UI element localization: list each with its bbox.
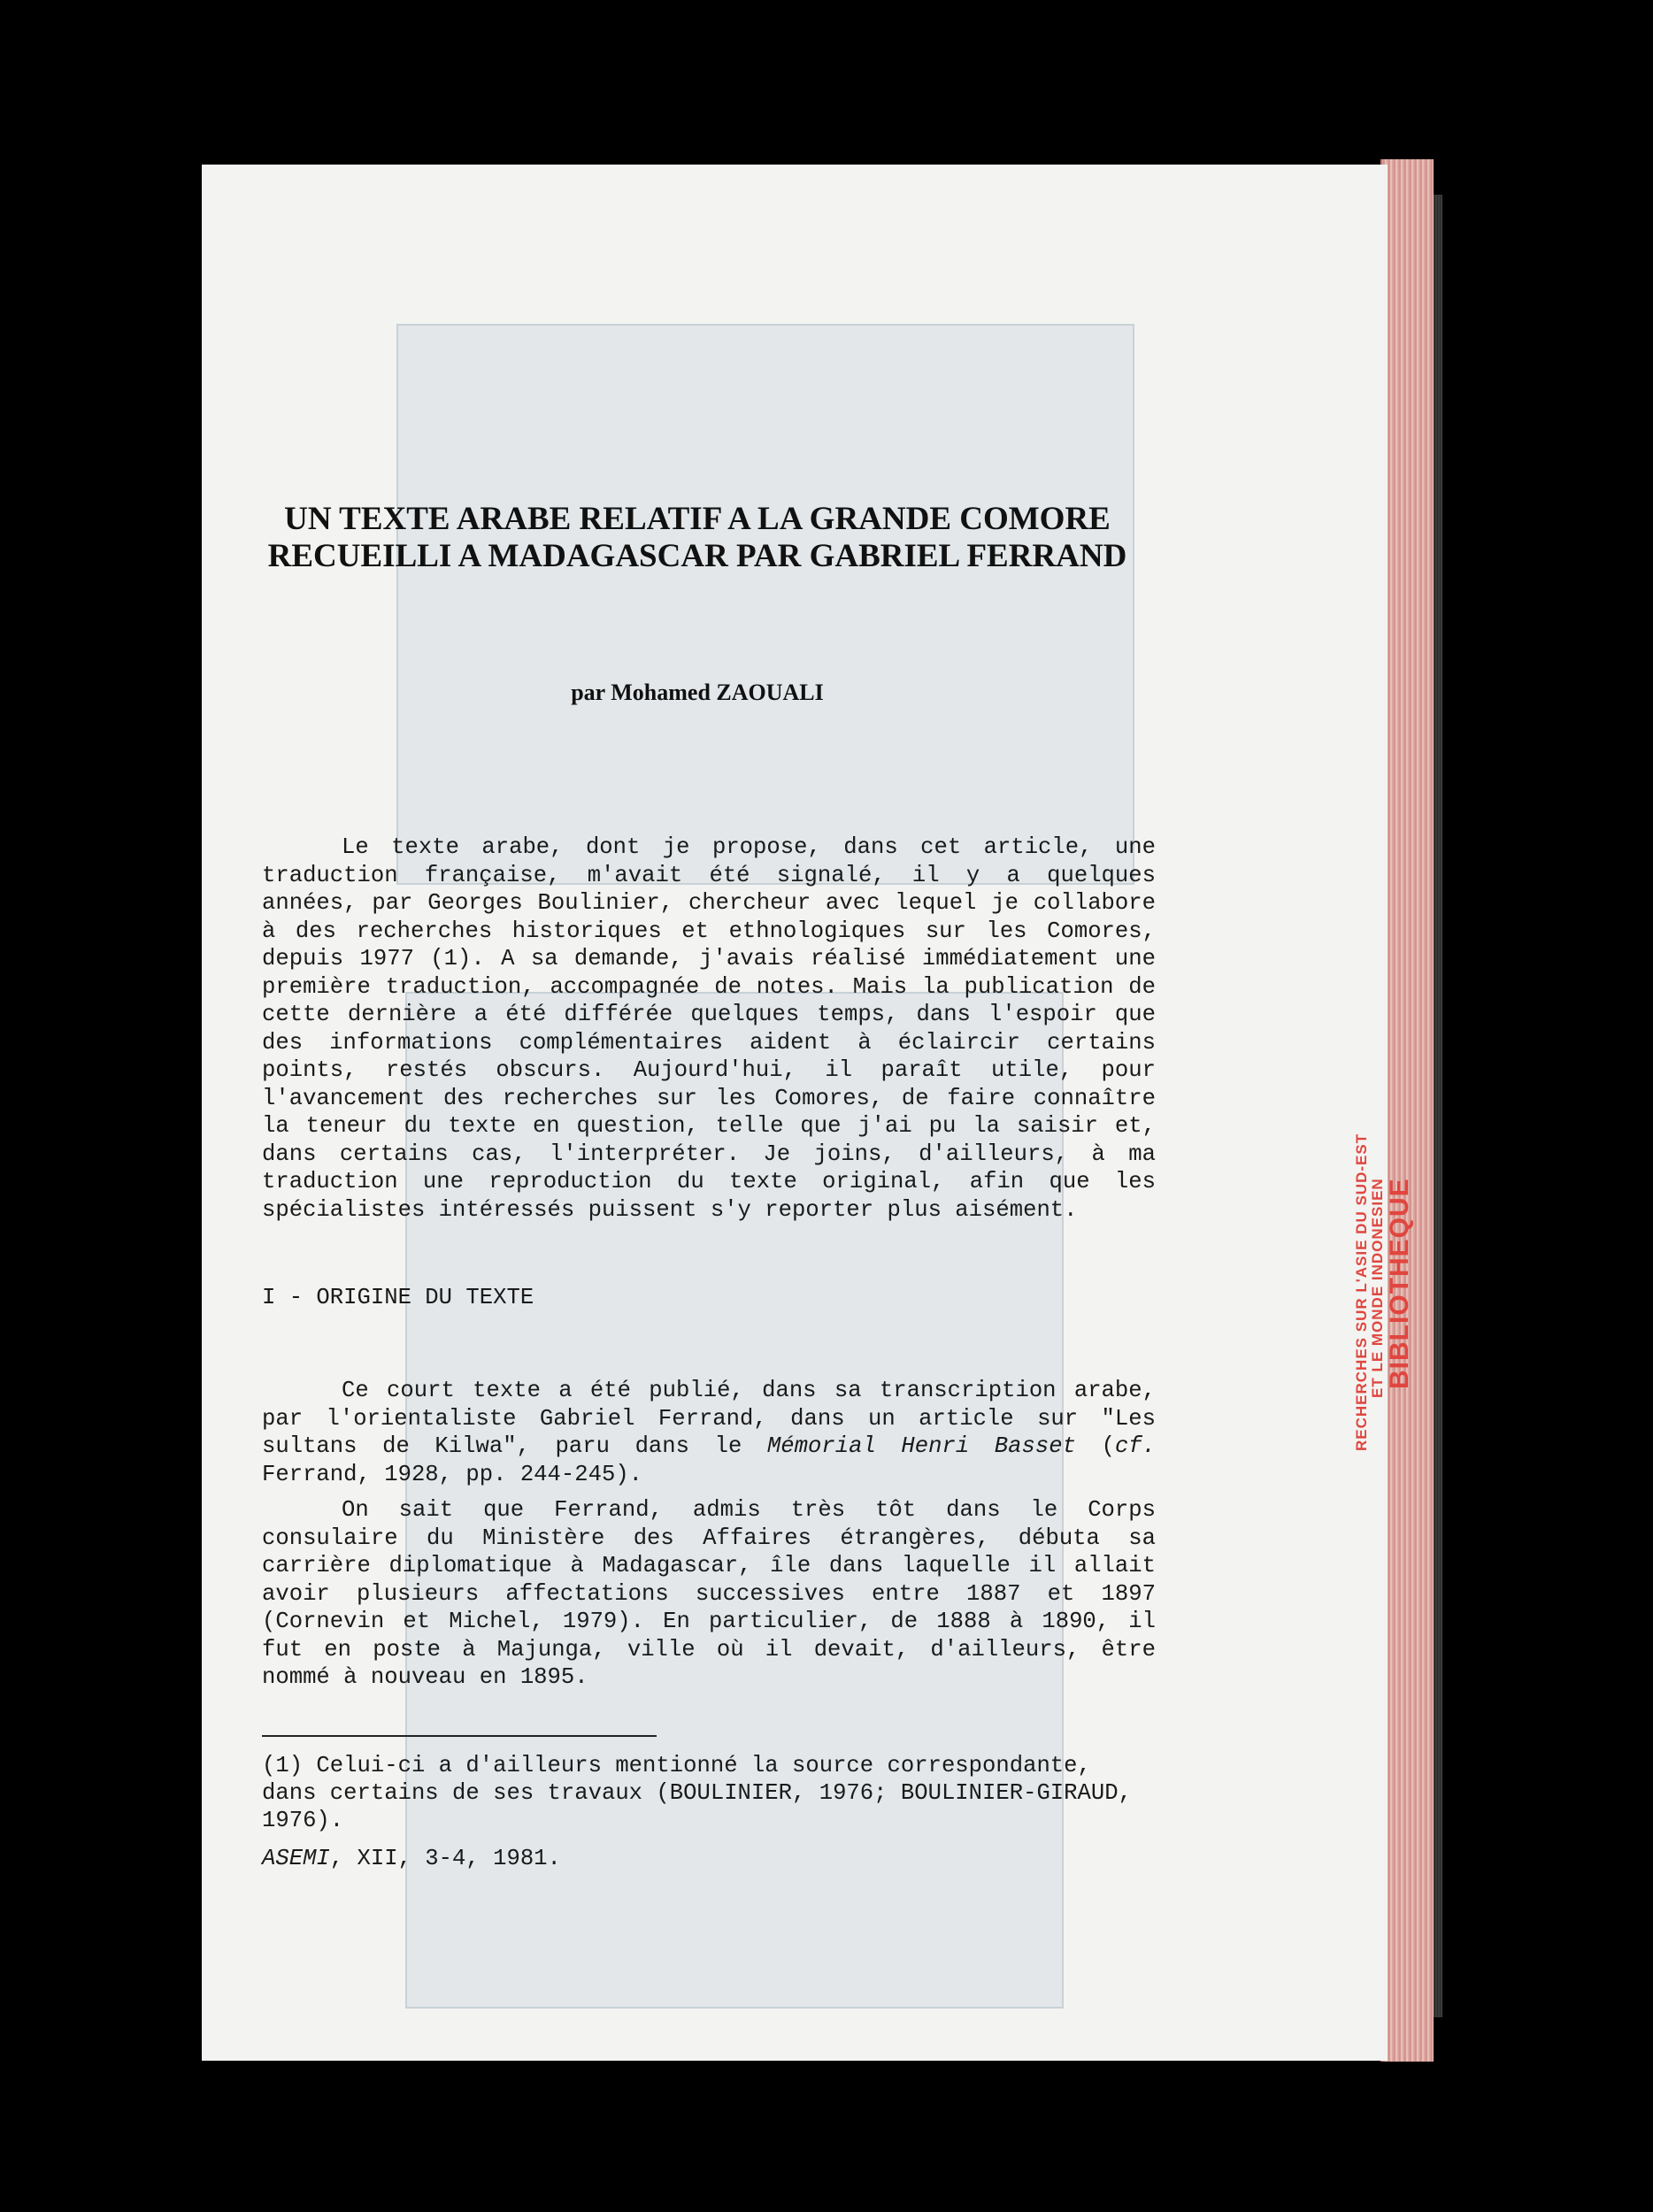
title-line-1: UN TEXTE ARABE RELATIF A LA GRANDE COMORE [284,501,1111,537]
origin-paragraph-1-start: Ce court texte a été publié, dans sa transcription arabe, par l'orientaliste Gabriel Ferrand, dans un article sur "Les sultans de Kilwa", paru dans le [262,1378,1156,1459]
stamp-line-2: ET LE MONDE INDONESIEN [1368,1178,1386,1398]
cf-abbrev: cf. [1114,1433,1157,1459]
origin-paragraph-2-text: On sait que Ferrand, admis très tôt dans le Corps consulaire du Ministère des Affaires étrangères, débuta sa carrière diplomatique à Madagascar, île dans laquelle il allait avoir plusieurs affectations successives entre 1887 et 1897 (Cornevin et Michel, 1979). En particulier, de 1888 à 1890, il fut en poste à Majunga, ville où il devait, d'ailleurs, être nommé à nouveau en 1895. [262,1497,1156,1690]
journal-name: ASEMI [262,1846,330,1871]
title-line-2: RECUEILLI A MADAGASCAR PAR GABRIEL FERRAND [267,538,1127,574]
section-heading: I - ORIGINE DU TEXTE [262,1285,534,1310]
footnote-separator [262,1735,657,1737]
article-title [202,501,1193,575]
stamp-line-1: RECHERCHES SUR L'ASIE DU SUD-EST [1353,1133,1370,1451]
origin-paragraph-1-end: Ferrand, 1928, pp. 244-245). [262,1461,643,1487]
journal-citation [262,1846,561,1871]
journal-details: , XII, 3-4, 1981. [329,1846,561,1871]
memorial-title: Mémorial Henri Basset [766,1433,1076,1459]
footnote: (1) Celui-ci a d'ailleurs mentionné la source correspondante, dans certains de ses travaux (BOULINIER, 1976; BOULINIER-GIRAUD, 1976). [262,1753,1132,1833]
article-author: par Mohamed ZAOUALI [571,680,824,705]
stamp-line-3: BIBLIOTHEQUE [1384,1178,1414,1389]
library-stamp [1354,796,1413,1451]
intro-paragraph [262,833,1156,1224]
intro-paragraph-text: Le texte arabe, dont je propose, dans cet article, une traduction française, m'avait été signalé, il y a quelques années, par Georges Boulinier, chercheur avec lequel je collabore à des recherches historiques et ethnologiques sur les Comores, depuis 1977 (1). A sa demande, j'avais réalisé immédiatement une première traduction, accompagnée de notes. Mais la publication de cette dernière a été différée quelques temps, dans l'espoir que des informations complémentaires aident à éclaircir certains points, restés obscurs. Aujourd'hui, il paraît utile, pour l'avancement des recherches sur les Comores, de faire connaître la teneur du texte en question, telle que j'ai pu la saisir et, dans certains cas, l'interpréter. Je joins, d'ailleurs, à ma traduction une reproduction du texte original, afin que les spécialistes intéressés puissent s'y reporter plus aisément. [262,834,1156,1223]
origin-paragraph-1 [262,1377,1156,1488]
origin-paragraph-1-middle: ( [1075,1433,1115,1459]
origin-paragraph-2 [262,1496,1156,1692]
book-page [202,165,1388,2061]
show-through-image-top [396,324,1134,885]
